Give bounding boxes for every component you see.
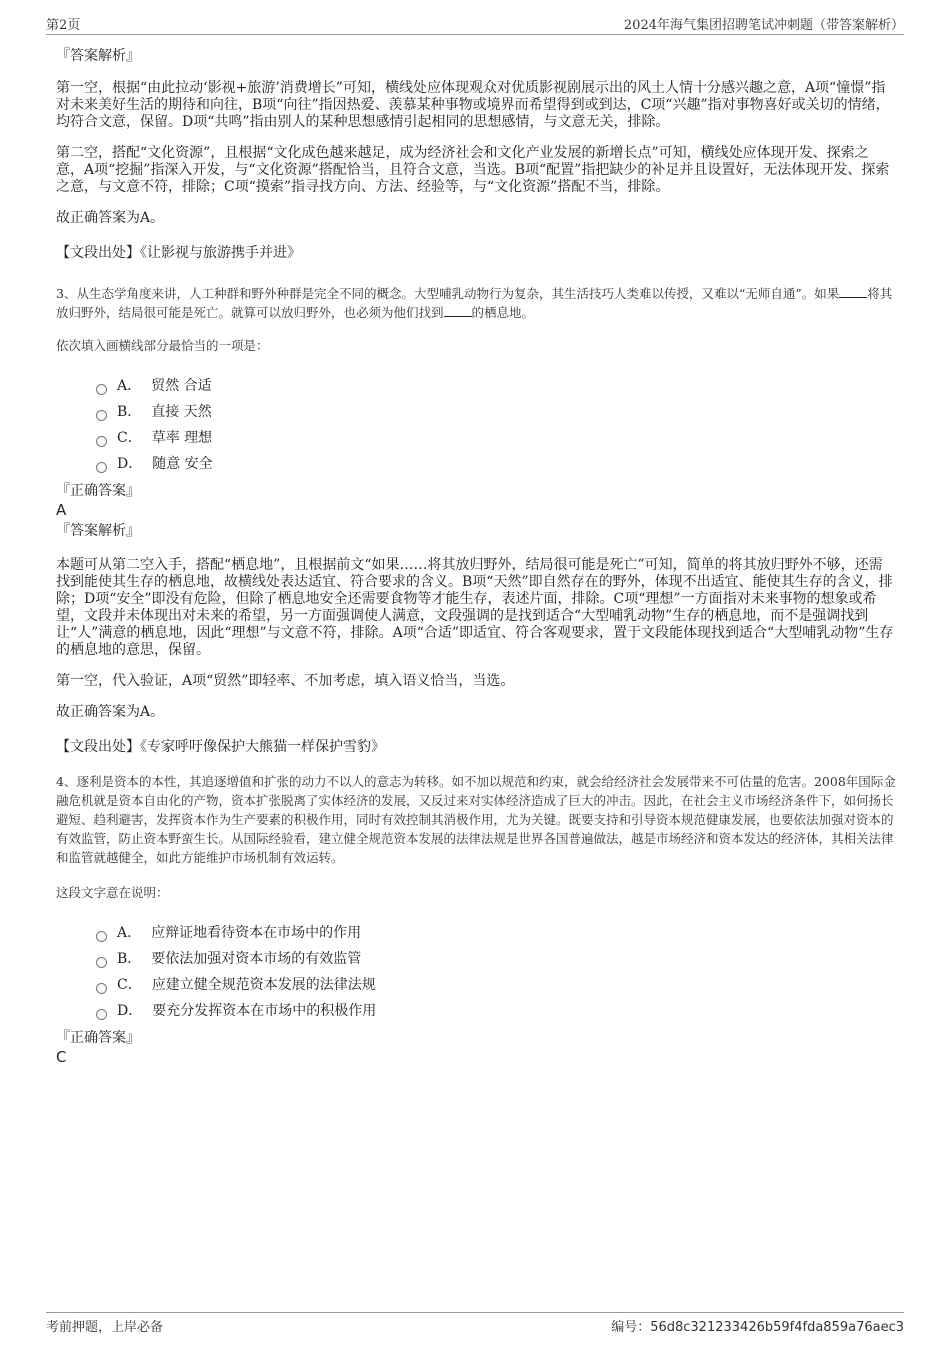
page-footer (46, 1312, 904, 1335)
q3-analysis-paragraph-2: 第一空，代入验证，A项“贸然”即轻率、不加考虑，填入语义恰当，当选。 (56, 673, 515, 689)
q3-blank-1 (839, 285, 867, 298)
q3-analysis-paragraph-1: 本题可从第二空入手，搭配“栖息地”，且根据前文“如果……将其放归野外，结局很可能是死亡”可知，简单的将其放归野外不够，还需找到能使其生存的栖息地，故横线处表达适宜、符合要求的含义。B项“天然”即自然存在的野外，体现不出适宜、能使其生存的含义，排除；D项“安全”即没有危险，但除了栖息地安全还需要食物等才能生存，表述片面，排除。C项“理想”一方面指对未来事物的想象或希望，文段并未体现出对未来的希望，另一方面强调使人满意，文段强调的是找到适合“大型哺乳动物”生存的栖息地，而不是强调找到让“人”满意的栖息地，因此“理想”与文意不符，排除。A项“合适”即适宜、符合客观要求，置于文段能体现找到适合“大型哺乳动物”生存的栖息地的意思，保留。 (56, 557, 894, 658)
q3-option-b[interactable] (96, 399, 896, 425)
radio-icon[interactable] (96, 983, 107, 994)
page-content (56, 46, 896, 1066)
radio-icon[interactable] (96, 1009, 107, 1020)
option-letter: A． (117, 378, 142, 394)
option-letter: B． (117, 404, 142, 420)
q4-option-c[interactable] (96, 972, 896, 998)
q4-option-d[interactable] (96, 998, 896, 1024)
radio-icon[interactable] (96, 462, 107, 473)
option-text: 随意 安全 (152, 456, 213, 472)
option-letter: C． (117, 977, 142, 993)
q2-conclusion: 故正确答案为A。 (56, 210, 165, 226)
q3-options (56, 373, 896, 477)
q3-correct-answer: A (56, 501, 67, 519)
q4-correct-answer: C (56, 1048, 67, 1066)
q3-analysis-label: 『答案解析』 (56, 523, 140, 539)
option-letter: D． (117, 1003, 143, 1019)
q3-option-d[interactable] (96, 451, 896, 477)
option-letter: A． (117, 925, 142, 941)
option-text: 应建立健全规范资本发展的法律法规 (151, 977, 376, 993)
q3-blank-2 (444, 304, 472, 317)
q4-options (56, 920, 896, 1024)
page-header (46, 14, 904, 35)
option-letter: B． (117, 951, 142, 967)
q3-conclusion: 故正确答案为A。 (56, 704, 165, 720)
radio-icon[interactable] (96, 931, 107, 942)
footer-slogan: 考前押题，上岸必备 (46, 1320, 164, 1335)
radio-icon[interactable] (96, 436, 107, 447)
q3-source: 【文段出处】《专家呼吁像保护大熊猫一样保护雪豹》 (56, 739, 385, 755)
option-text: 要充分发挥资本在市场中的积极作用 (152, 1003, 377, 1019)
q3-stem: 3、从生态学角度来讲，人工种群和野外种群是完全不同的概念。大型哺乳动物行为复杂，其生活技巧人类难以传授，又难以“无师自通”。如果 将其放归野外，结局很可能是死亡。就算可以放归野外，也必须为他们找到 的栖息地。 (56, 286, 893, 320)
option-text: 应辩证地看待资本在市场中的作用 (151, 925, 362, 941)
q3-option-c[interactable] (96, 425, 896, 451)
radio-icon[interactable] (96, 957, 107, 968)
q2-source: 【文段出处】《让影视与旅游携手并进》 (56, 245, 301, 261)
option-letter: D． (117, 456, 143, 472)
q2-analysis-paragraph-1: 第一空，根据“由此拉动‘影视+旅游’消费增长”可知，横线处应体现观众对优质影视剧展示出的风土人情十分感兴趣之意，A项“憧憬”指对未来美好生活的期待和向往，B项“向往”指因热爱、羡慕某种事物或境界而希望得到或到达，C项“兴趣”指对事物喜好或关切的情绪，均符合文意，保留。D项“共鸣”指由别人的某种思想感情引起相同的思想感情，与文意无关，排除。 (56, 80, 890, 130)
q4-stem: 4、逐利是资本的本性，其追逐增值和扩张的动力不以人的意志为转移。如不加以规范和约束，就会给经济社会发展带来不可估量的危害。2008年国际金融危机就是资本自由化的产物，资本扩张脱离了实体经济的发展，又反过来对实体经济造成了巨大的冲击。因此，在社会主义市场经济条件下，如何扬长避短、趋利避害，发挥资本作为生产要素的积极作用，同时有效控制其消极作用，尤为关键。既要支持和引导资本规范健康发展，也要依法加强对资本的有效监管，防止资本野蛮生长。从国际经验看，建立健全规范资本发展的法律法规是世界各国普遍做法，越是市场经济和资本发达的经济体，其相关法律和监管就越健全，如此方能维护市场机制有效运转。 (56, 774, 896, 865)
option-text: 直接 天然 (151, 404, 212, 420)
q4-option-a[interactable] (96, 920, 896, 946)
q3-prompt: 依次填入画横线部分最恰当的一项是： (56, 338, 269, 353)
q4-option-b[interactable] (96, 946, 896, 972)
option-text: 贸然 合适 (151, 378, 212, 394)
q4-prompt: 这段文字意在说明： (56, 885, 169, 900)
radio-icon[interactable] (96, 410, 107, 421)
option-letter: C． (117, 430, 142, 446)
radio-icon[interactable] (96, 384, 107, 395)
option-text: 要依法加强对资本市场的有效监管 (151, 951, 362, 967)
document-title: 2024年海气集团招聘笔试冲刺题（带答案解析） (623, 18, 904, 33)
page-number: 第2页 (46, 18, 81, 33)
q3-correct-label: 『正确答案』 (56, 483, 140, 499)
q2-analysis-paragraph-2: 第二空，搭配“文化资源”，且根据“文化成色越来越足，成为经济社会和文化产业发展的新增长点”可知，横线处应体现开发、探索之意，A项“挖掘”指深入开发，与“文化资源”搭配恰当，且符合文意，当选。B项“配置”指把缺少的补足并且设置好，无法体现开发、探索之意，与文意不符，排除；C项“摸索”指寻找方向、方法、经验等，与“文化资源”搭配不当，排除。 (56, 145, 890, 195)
q2-analysis-label: 『答案解析』 (56, 48, 140, 64)
q4-correct-label: 『正确答案』 (56, 1030, 140, 1046)
option-text: 草率 理想 (151, 430, 213, 446)
document-id: 编号：56d8c321233426b59f4fda859a76aec3 (611, 1320, 904, 1335)
q3-option-a[interactable] (96, 373, 896, 399)
